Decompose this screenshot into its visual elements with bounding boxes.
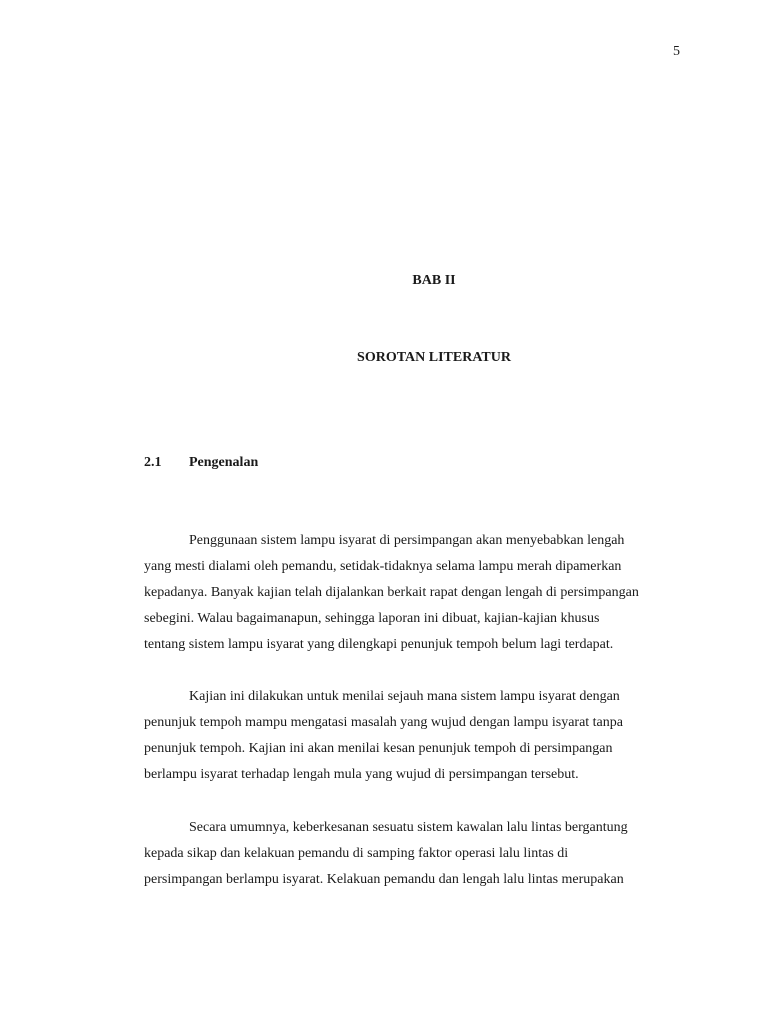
- paragraph-line: kepada sikap dan kelakuan pemandu di samping faktor operasi lalu lintas di: [144, 846, 569, 861]
- paragraph-line: penunjuk tempoh mampu mengatasi masalah yang wujud dengan lampu isyarat tanpa: [144, 715, 623, 730]
- section-heading: [144, 455, 258, 471]
- paragraph-line: Secara umumnya, keberkesanan sesuatu sistem kawalan lalu lintas bergantung: [189, 820, 628, 835]
- paragraph-2: [144, 684, 686, 788]
- chapter-title: SOROTAN LITERATUR: [357, 350, 511, 365]
- page-number: 5: [673, 44, 680, 59]
- paragraph-line: kepadanya. Banyak kajian telah dijalankan berkait rapat dengan lengah di persimpangan: [144, 585, 639, 600]
- paragraph-1: [144, 528, 686, 658]
- paragraph-line: tentang sistem lampu isyarat yang dilengkapi penunjuk tempoh belum lagi terdapat.: [144, 637, 614, 652]
- paragraph-3: [144, 815, 686, 893]
- paragraph-line: sebegini. Walau bagaimanapun, sehingga laporan ini dibuat, kajian-kajian khusus: [144, 611, 600, 626]
- paragraph-line: berlampu isyarat terhadap lengah mula yang wujud di persimpangan tersebut.: [144, 767, 579, 782]
- paragraph-line: Penggunaan sistem lampu isyarat di persimpangan akan menyebabkan lengah: [189, 533, 625, 548]
- paragraph-line: Kajian ini dilakukan untuk menilai sejauh mana sistem lampu isyarat dengan: [189, 689, 620, 704]
- paragraph-line: yang mesti dialami oleh pemandu, setidak-tidaknya selama lampu merah dipamerkan: [144, 559, 622, 574]
- section-number: 2.1: [144, 455, 162, 470]
- paragraph-line: penunjuk tempoh. Kajian ini akan menilai kesan penunjuk tempoh di persimpangan: [144, 741, 613, 756]
- paragraph-line: persimpangan berlampu isyarat. Kelakuan pemandu dan lengah lalu lintas merupakan: [144, 872, 624, 887]
- chapter-label: BAB II: [412, 273, 456, 288]
- section-title: Pengenalan: [189, 455, 259, 470]
